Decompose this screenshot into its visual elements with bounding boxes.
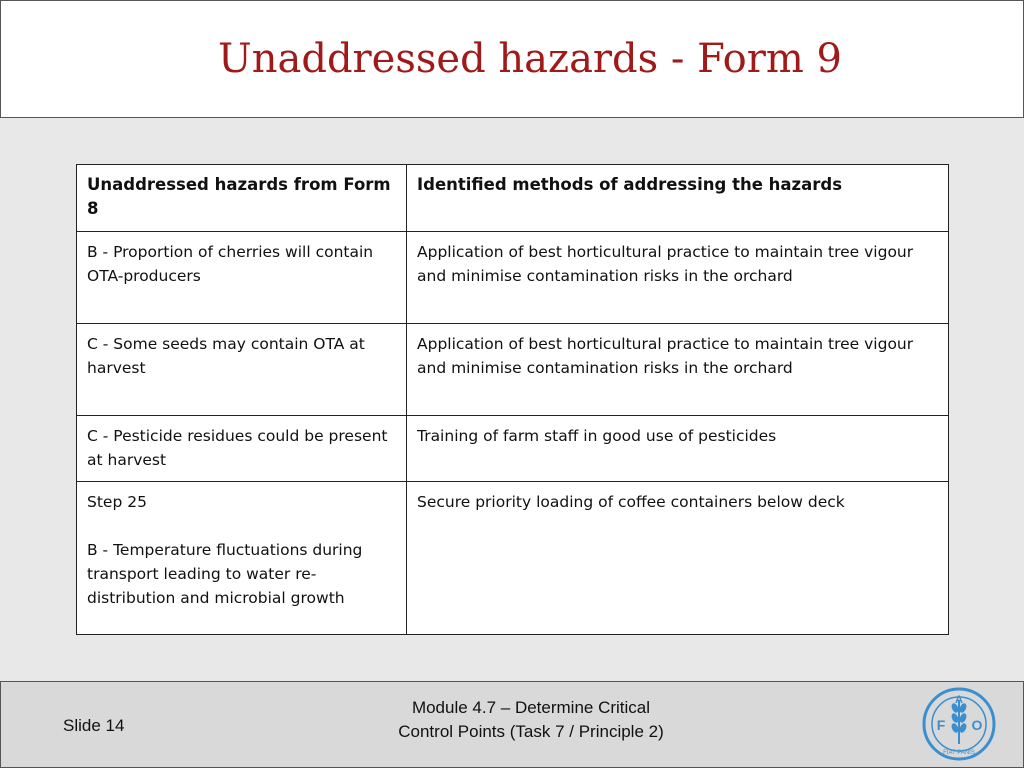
method-cell: Secure priority loading of coffee containers below deck <box>407 482 949 635</box>
hazard-cell <box>77 482 407 635</box>
module-line-1: Module 4.7 – Determine Critical <box>411 698 651 717</box>
hazard-cell: C - Some seeds may contain OTA at harvest <box>77 324 407 416</box>
logo-letter-a: A <box>955 694 963 706</box>
method-cell: Application of best horticultural practice to maintain tree vigour and minimise contamination risks in the orchard <box>407 324 949 416</box>
hazard-text: B - Temperature fluctuations during transport leading to water re-distribution and microbial growth <box>87 541 363 607</box>
footer-bar <box>0 681 1024 768</box>
hazard-cell: B - Proportion of cherries will contain OTA-producers <box>77 232 407 324</box>
table-row <box>77 416 949 482</box>
table-row <box>77 324 949 416</box>
hazards-table-container <box>76 164 948 635</box>
spacer <box>87 514 396 538</box>
logo-letter-o: O <box>971 717 983 733</box>
fao-logo-icon <box>921 686 997 762</box>
method-cell: Application of best horticultural practice to maintain tree vigour and minimise contamination risks in the orchard <box>407 232 949 324</box>
logo-motto: FIAT PANIS <box>943 750 975 756</box>
module-line-2: Control Points (Task 7 / Principle 2) <box>398 722 664 741</box>
header-identified-methods: Identified methods of addressing the hazards <box>407 165 949 232</box>
hazards-table <box>76 164 949 635</box>
table-header-row <box>77 165 949 232</box>
slide-title: Unaddressed hazards - Form 9 <box>218 36 842 82</box>
logo-letter-f: F <box>936 717 946 733</box>
table-row <box>77 232 949 324</box>
header-unaddressed-hazards: Unaddressed hazards from Form 8 <box>77 165 407 232</box>
step-label: Step 25 <box>87 493 147 511</box>
table-row <box>77 482 949 635</box>
title-bar <box>0 0 1024 118</box>
slide-number: Slide 14 <box>63 716 125 735</box>
module-caption <box>331 696 731 744</box>
hazard-cell: C - Pesticide residues could be present at harvest <box>77 416 407 482</box>
method-cell: Training of farm staff in good use of pesticides <box>407 416 949 482</box>
